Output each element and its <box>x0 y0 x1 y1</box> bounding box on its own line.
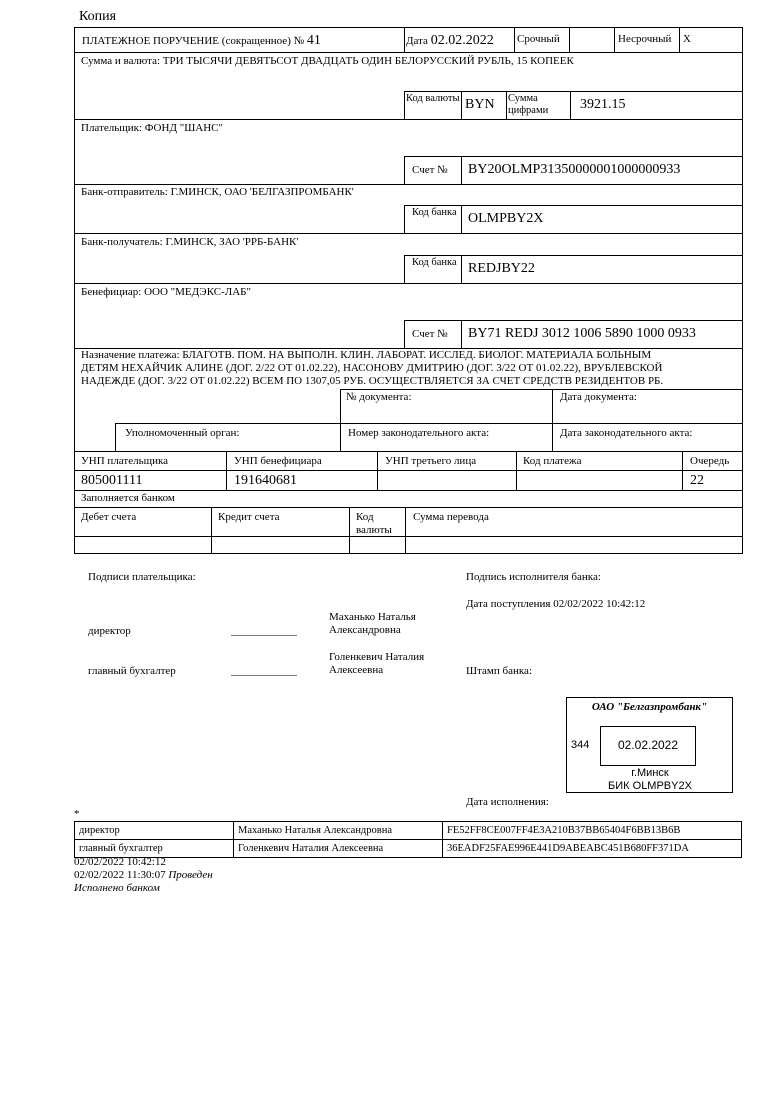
amount-words: Сумма и валюта: ТРИ ТЫСЯЧИ ДЕВЯТЬСОТ ДВАДЦАТЬ ОДИН БЕЛОРУССКИЙ РУБЛЬ, 15 КОПЕЕК <box>81 55 574 67</box>
copy-label: Копия <box>79 9 117 24</box>
footer-timestamp: 02/02/2022 10:42:12 <box>74 856 166 868</box>
urgent-label: Срочный <box>517 33 560 45</box>
queue-value: 22 <box>690 473 704 488</box>
receiver-bank-code-label: Код банка <box>412 257 457 268</box>
accountant-role: главный бухгалтер <box>88 665 176 677</box>
payer-account-label: Счет № <box>412 164 448 176</box>
payer-unp: 805001111 <box>81 473 143 488</box>
debit-label: Дебет счета <box>81 511 137 523</box>
doc-number-label: № документа: <box>346 391 412 403</box>
payer-unp-label: УНП плательщика <box>81 455 169 467</box>
bank-stamp-label: Штамп банка: <box>466 665 532 677</box>
purpose-line-3: НАДЕЖДЕ (ДОГ. 3/22 ОТ 01.02.22) ВСЕМ ПО 1307,05 РУБ. ОСУЩЕСТВЛЯЕТСЯ ЗА СЧЕТ СРЕДСТВ РЕЗИДЕНТОВ РБ. <box>81 375 664 387</box>
sender-bank-code: OLMPBY2X <box>468 211 544 226</box>
director-role: директор <box>88 625 131 637</box>
payer-name: Плательщик: ФОНД "ШАНС" <box>81 122 224 134</box>
sender-bank: Банк-отправитель: Г.МИНСК, ОАО 'БЕЛГАЗПРОМБАНК' <box>81 186 354 198</box>
nonurgent-mark: X <box>683 33 691 45</box>
currency-code: BYN <box>465 97 495 112</box>
stamp-number: 344 <box>571 739 590 751</box>
nonurgent-label: Несрочный <box>618 33 672 45</box>
beneficiary-unp-label: УНП бенефициара <box>234 455 322 467</box>
payer-signatures-label: Подписи плательщика: <box>88 571 196 583</box>
digital-signatures-table <box>74 821 742 858</box>
sig-name: Маханько Наталья Александровна <box>234 822 443 840</box>
sig-hash: FE52FF8CE007FF4E3A210B37BB65404F6BB13B6B <box>443 822 742 840</box>
form-title <box>82 33 321 49</box>
sig-role: директор <box>75 822 234 840</box>
order-date <box>406 33 494 49</box>
accountant-name <box>329 651 424 677</box>
payment-purpose <box>81 349 741 388</box>
sum-digits-label: Сумма цифрами <box>508 93 549 116</box>
law-date-label: Дата законодательного акта: <box>560 427 693 439</box>
accountant-name-line-2: Алексеевна <box>329 664 384 676</box>
form-title-text: ПЛАТЕЖНОЕ ПОРУЧЕНИЕ (сокращенное) № <box>82 35 305 47</box>
sig-hash: 36EADF25FAE996E441D9ABEABC451B680FF371DA <box>443 840 742 858</box>
footer-status-date: 02/02/2022 11:30:07 <box>74 869 166 881</box>
beneficiary-account-label: Счет № <box>412 328 448 340</box>
director-name-line-1: Маханько Наталья <box>329 611 416 623</box>
third-party-unp-label: УНП третьего лица <box>385 455 477 467</box>
beneficiary-name: Бенефициар: ООО "МЕДЭКС-ЛАБ" <box>81 286 251 298</box>
stamp-city: г.Минск <box>631 767 669 779</box>
payment-code-label: Код платежа <box>523 455 582 467</box>
receiver-bank-code: REDJBY22 <box>468 261 535 276</box>
director-signature-line: ____________ <box>231 625 297 637</box>
purpose-line-1: Назначение платежа: БЛАГОТВ. ПОМ. НА ВЫПОЛН. КЛИН. ЛАБОРАТ. ИССЛЕД. БИОЛОГ. МАТЕРИАЛА БОЛЬНЫМ <box>81 349 652 361</box>
director-name-line-2: Александровна <box>329 624 401 636</box>
accountant-signature-line: ____________ <box>231 665 297 677</box>
stamp-bank-name: ОАО "Белгазпромбанк" <box>591 701 708 713</box>
sender-bank-code-label: Код банка <box>412 207 457 218</box>
accountant-name-line-1: Голенкевич Наталия <box>329 651 425 663</box>
director-name <box>329 611 416 637</box>
received-date: Дата поступления 02/02/2022 10:42:12 <box>466 598 646 610</box>
authority-label: Уполномоченный орган: <box>125 427 240 439</box>
sig-name: Голенкевич Наталия Алексеевна <box>234 840 443 858</box>
bank-stamp <box>566 697 733 793</box>
sum-digits: 3921.15 <box>580 97 626 112</box>
stamp-bik: БИК OLMPBY2X <box>608 780 692 792</box>
asterisk: * <box>74 808 80 820</box>
bank-signature-label: Подпись исполнителя банка: <box>466 571 601 583</box>
purpose-line-2: ДЕТЯМ НЕХАЙЧИК АЛИНЕ (ДОГ. 2/22 ОТ 01.02.22), НАСОНОВУ ДМИТРИЮ (ДОГ. 3/22 ОТ 01.02.22), ВРУБЛЕВСКОЙ <box>81 362 663 374</box>
transfer-sum-label: Сумма перевода <box>413 511 489 523</box>
law-number-label: Номер законодательного акта: <box>348 427 490 439</box>
beneficiary-account: BY71 REDJ 3012 1006 5890 1000 0933 <box>468 326 696 341</box>
date-value: 02.02.2022 <box>430 33 494 48</box>
date-label: Дата <box>406 35 428 47</box>
doc-date-label: Дата документа: <box>560 391 637 403</box>
queue-label: Очередь <box>690 455 730 467</box>
footer-status-line <box>74 869 213 882</box>
stamp-date-box <box>600 726 696 766</box>
bank-fill-label: Заполняется банком <box>81 492 175 504</box>
order-number: 41 <box>306 33 321 48</box>
table-row <box>75 822 742 840</box>
execution-date-label: Дата исполнения: <box>466 796 549 808</box>
currency-code-label: Код валюты <box>406 93 460 104</box>
beneficiary-unp: 191640681 <box>234 473 297 488</box>
table-row <box>75 840 742 858</box>
payer-account: BY20OLMP31350000001000000933 <box>468 162 681 177</box>
credit-label: Кредит счета <box>218 511 280 523</box>
bank-fill-currency-label: Код валюты <box>356 511 392 536</box>
sig-role: главный бухгалтер <box>75 840 234 858</box>
stamp-date: 02.02.2022 <box>617 738 679 752</box>
footer-status: Проведен <box>168 869 213 881</box>
footer-executed: Исполнено банком <box>74 882 160 894</box>
receiver-bank: Банк-получатель: Г.МИНСК, ЗАО 'РРБ-БАНК' <box>81 236 299 248</box>
